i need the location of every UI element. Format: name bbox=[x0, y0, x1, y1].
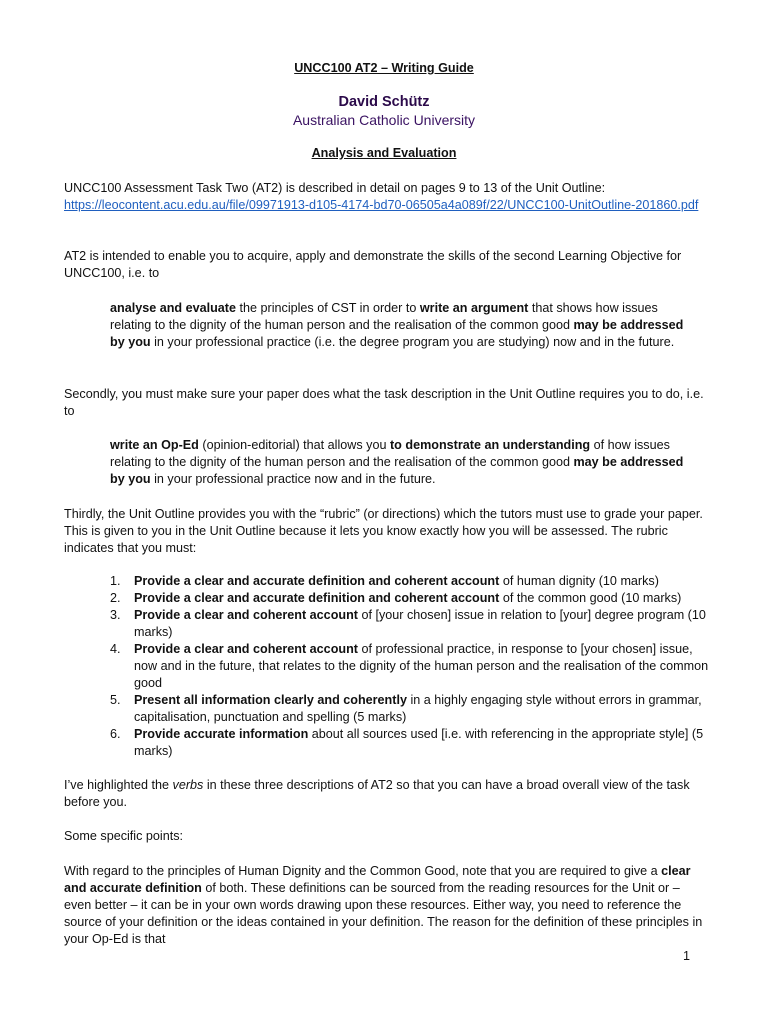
rubric-item bbox=[110, 641, 710, 692]
quote-bold-text: analyse and evaluate bbox=[110, 301, 237, 315]
specific-text: With regard to the principles of Human Dignity and the Common Good, note that you are required to give a bbox=[64, 864, 662, 878]
rubric-item-text: of [your chosen] issue in relation to [your] degree program (10 marks) bbox=[134, 608, 706, 639]
specific-paragraph bbox=[64, 863, 704, 948]
unit-outline-link[interactable]: https://leocontent.acu.edu.au/file/09971913-d105-4174-bd70-06505a4a089f/22/UNCC100-UnitOutline-201860.pdf bbox=[64, 198, 699, 212]
section-title: Analysis and Evaluation bbox=[311, 146, 457, 160]
specific-text: of both. These definitions can be sourced from the reading resources for the Unit or – even better – it can be in your own words drawing upon these resources. Either way, you need to reference the source of your definition or the ideas contained in your definition. The reason for the definition of these principles in your Op-Ed is that bbox=[64, 881, 703, 946]
rubric-item-text: of human dignity (10 marks) bbox=[499, 574, 659, 588]
rubric-item-text: in a highly engaging style without errors in grammar, capitalisation, punctuation and spelling (5 marks) bbox=[134, 693, 702, 724]
rubric-item-number: 6. bbox=[110, 727, 121, 741]
highlight-text: I’ve highlighted the bbox=[64, 778, 173, 792]
specific-heading: Some specific points: bbox=[64, 829, 183, 843]
highlight-paragraph bbox=[64, 777, 704, 811]
rubric-item-number: 2. bbox=[110, 591, 121, 605]
quote-text: in your professional practice now and in the future. bbox=[150, 472, 436, 486]
rubric-item-bold: Present all information clearly and coherently bbox=[134, 693, 407, 707]
quote-text: of how issues relating to the dignity of the human person and the realisation of the common good bbox=[110, 438, 670, 469]
rubric-item-bold: Provide a clear and accurate definition and coherent account bbox=[134, 574, 500, 588]
rubric-item bbox=[110, 692, 710, 726]
rubric-item-bold: Provide a clear and accurate definition and coherent account bbox=[134, 591, 500, 605]
quote-text: (opinion-editorial) that allows you bbox=[198, 438, 390, 452]
quote-bold-text: write an Op-Ed bbox=[110, 438, 199, 452]
intro-paragraph bbox=[64, 180, 704, 214]
objective-paragraph: AT2 is intended to enable you to acquire, apply and demonstrate the skills of the second Learning Objective for UNCC100, i.e. to bbox=[64, 249, 682, 280]
rubric-paragraph: Thirdly, the Unit Outline provides you with the “rubric” (or directions) which the tutors must use to grade your paper. This is given to you in the Unit Outline because it lets you know exactly how you will be assessed. The rubric indicates that you must: bbox=[64, 507, 703, 555]
rubric-item bbox=[110, 573, 710, 590]
rubric-item-text: about all sources used [i.e. with referencing in the appropriate style] (5 marks) bbox=[134, 727, 704, 758]
quote-bold-text: to demonstrate an understanding bbox=[389, 438, 591, 452]
quote-text: that shows how issues relating to the dignity of the human person and the realisation of the common good bbox=[110, 301, 658, 332]
intro-text: UNCC100 Assessment Task Two (AT2) is described in detail on pages 9 to 13 of the Unit Outline: bbox=[64, 181, 606, 195]
document-title: UNCC100 AT2 – Writing Guide bbox=[294, 61, 474, 75]
rubric-item-number: 1. bbox=[110, 574, 121, 588]
rubric-item bbox=[110, 590, 710, 607]
quote-text: the principles of CST in order to bbox=[236, 301, 420, 315]
rubric-item-number: 5. bbox=[110, 693, 121, 707]
task-paragraph: Secondly, you must make sure your paper does what the task description in the Unit Outline requires you to do, i.e. to bbox=[64, 387, 704, 418]
page-number: 1 bbox=[683, 949, 691, 963]
quote-bold-text: may be addressed by you bbox=[110, 318, 684, 349]
rubric-item-bold: Provide a clear and coherent account bbox=[134, 608, 358, 622]
rubric-item-number: 3. bbox=[110, 608, 121, 622]
author-name: David Schütz bbox=[338, 94, 430, 110]
task-quote bbox=[110, 437, 700, 488]
rubric-item-number: 4. bbox=[110, 642, 121, 656]
rubric-item-bold: Provide a clear and coherent account bbox=[134, 642, 358, 656]
quote-text: in your professional practice (i.e. the degree program you are studying) now and in the future. bbox=[150, 335, 675, 349]
objective-quote bbox=[110, 300, 700, 351]
rubric-item-bold: Provide accurate information bbox=[134, 727, 309, 741]
quote-bold-text: write an argument bbox=[419, 301, 529, 315]
rubric-item bbox=[110, 726, 710, 760]
quote-bold-text: may be addressed by you bbox=[110, 455, 684, 486]
rubric-item-text: of professional practice, in response to [your chosen] issue, now and in the future, that relates to the dignity of the human person and the realisation of the common good bbox=[134, 642, 709, 690]
highlight-emphasis: verbs bbox=[172, 778, 204, 792]
specific-bold: clear and accurate definition bbox=[64, 864, 691, 895]
author-affiliation: Australian Catholic University bbox=[292, 112, 476, 128]
rubric-item-text: of the common good (10 marks) bbox=[499, 591, 682, 605]
rubric-item bbox=[110, 607, 710, 641]
highlight-text: in these three descriptions of AT2 so that you can have a broad overall view of the task before you. bbox=[64, 778, 690, 809]
rubric-list bbox=[110, 573, 710, 760]
